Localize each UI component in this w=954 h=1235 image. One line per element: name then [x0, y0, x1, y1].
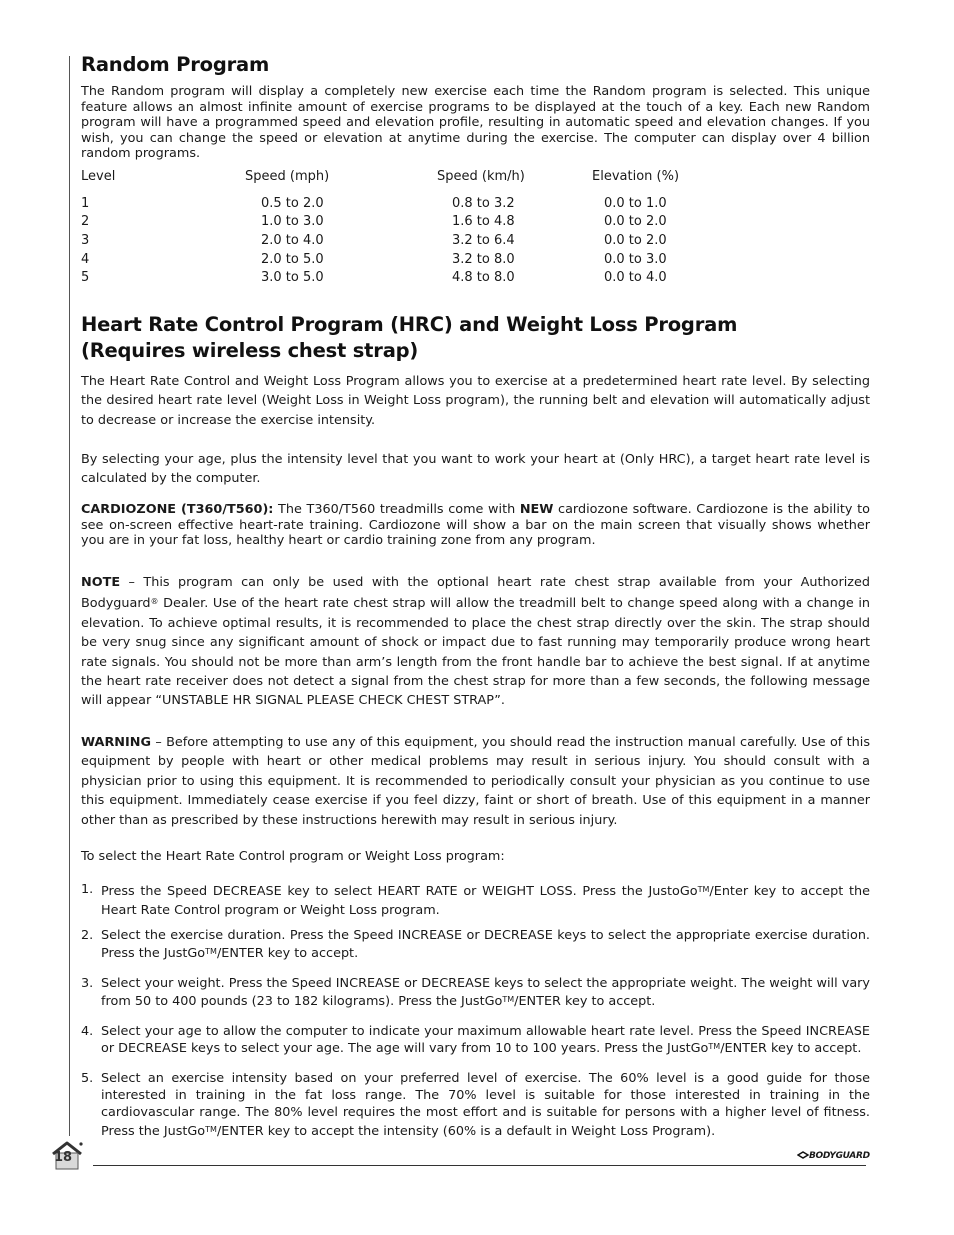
brand-mark-icon	[797, 1151, 809, 1159]
note-paragraph	[81, 573, 870, 711]
footer-rule	[93, 1165, 866, 1166]
table-header-level: Level	[81, 168, 116, 184]
level-cell: 1	[81, 195, 90, 211]
step-text-b: /ENTER key to accept.	[514, 993, 656, 1009]
table-row	[81, 231, 712, 250]
warning-label: WARNING	[81, 735, 151, 750]
step-text-a: Press the Speed DECREASE key to select HEART RATE or WEIGHT LOSS. Press the JustoGo	[101, 884, 698, 899]
left-margin-rule	[69, 56, 70, 1136]
list-item	[81, 1071, 870, 1140]
speed-kmh-cell: 1.6 to 4.8	[452, 214, 515, 230]
cardiozone-new-label: NEW	[519, 502, 554, 517]
trademark-mark: TM	[697, 885, 710, 894]
elevation-cell: 0.0 to 2.0	[604, 232, 667, 248]
cardiozone-text-a: The T360/T560 treadmills come with	[273, 502, 520, 517]
level-cell: 3	[81, 232, 90, 248]
speed-mph-cell: 0.5 to 2.0	[261, 195, 324, 211]
cardiozone-text-b: cardiozone software. Cardiozone is the ability to see on-screen effective heart-rate training. Cardiozone will show a bar on the main screen that visually shows whether you are in your fat loss, healthy heart or cardio training zone from any program.	[81, 502, 870, 549]
table-row	[81, 194, 712, 213]
table-row	[81, 250, 712, 269]
level-cell: 4	[81, 251, 90, 267]
elevation-cell: 0.0 to 4.0	[604, 270, 667, 286]
table-row	[81, 268, 712, 287]
speed-mph-cell: 1.0 to 3.0	[261, 214, 324, 230]
step-text-b: /Enter key to accept the Heart Rate Control program or Weight Loss program.	[101, 884, 871, 919]
warning-paragraph	[81, 733, 870, 830]
brand-name: BODYGUARD	[809, 1151, 870, 1161]
note-text-b: Dealer. Use of the heart rate chest strap will allow the treadmill belt to change speed along with a change in elevation. To achieve optimal results, it is recommended to place the chest strap directly over the skin. The strap should be very snug since any significant amount of shock or impact due to fast running may temporarily produce wrong heart rate signals. You should not be more than arm’s length from the front handle bar to achieve the best signal. If at anytime the heart rate receiver does not detect a signal from the chest strap for more than a few seconds, the following message will appear “UNSTABLE HR SIGNAL PLEASE CHECK CHEST STRAP”.	[81, 596, 870, 709]
step-number: 2.	[81, 928, 94, 944]
speed-kmh-cell: 4.8 to 8.0	[452, 270, 515, 286]
level-cell: 2	[81, 214, 90, 230]
table-header-speed-mph: Speed (mph)	[245, 168, 330, 184]
table-header-row	[81, 166, 712, 186]
trademark-mark: TM	[205, 947, 217, 957]
random-level-table	[81, 166, 712, 287]
trademark-mark: TM	[205, 1124, 217, 1134]
level-cell: 5	[81, 270, 90, 286]
step-text-b: /ENTER key to accept.	[216, 946, 359, 962]
step-number: 5.	[81, 1071, 94, 1087]
step-text-b: /ENTER key to accept the intensity (60% is a default in Weight Loss Program).	[216, 1123, 716, 1139]
speed-kmh-cell: 3.2 to 8.0	[452, 251, 515, 267]
table-row	[81, 213, 712, 232]
elevation-cell: 0.0 to 2.0	[604, 214, 667, 230]
list-item	[81, 880, 870, 920]
step-text-a: Select an exercise intensity based on your preferred level of exercise. The 60% level is a good guide for those interested in training in the fat loss range. The 70% level is suitable for those interested in training in the cardiovascular range. The 80% level requires the most effort and is suitable for persons with a higher level of fitness. Press the JustGo	[101, 1071, 870, 1139]
warning-text: – Before attempting to use any of this equipment, you should read the instruction manual carefully. Use of this equipment by people with heart or other medical problems may result in serious injury. You should consult with a physician prior to using this equipment. It is recommended to periodically consult your physician as you continue to use this equipment. Immediately cease exercise if you feel dizzy, faint or short of breath. Use of this equipment in a manner other than as prescribed by these instructions herewith may result in serious injury.	[81, 735, 870, 828]
list-item	[81, 1024, 870, 1058]
elevation-cell: 0.0 to 3.0	[604, 251, 667, 267]
step-number: 3.	[81, 976, 94, 991]
hrc-title-line1: Heart Rate Control Program (HRC) and Weight Loss Program	[81, 313, 738, 336]
trademark-mark: TM	[502, 994, 515, 1004]
registered-mark: ®	[150, 597, 159, 607]
brand-logo	[797, 1151, 870, 1161]
table-header-speed-kmh: Speed (km/h)	[437, 168, 525, 184]
speed-mph-cell: 3.0 to 5.0	[261, 270, 324, 286]
list-item	[81, 928, 870, 962]
section-title-hrc	[81, 312, 737, 364]
table-header-elevation: Elevation (%)	[592, 168, 680, 184]
step-text-a: Select your weight. Press the Speed INCREASE or DECREASE keys to select the appropriate weight. The weight will vary from 50 to 400 pounds (23 to 182 kilograms). Press the JustGo	[101, 976, 870, 1009]
steps-list	[81, 880, 870, 1140]
elevation-cell: 0.0 to 1.0	[604, 195, 667, 211]
speed-kmh-cell: 3.2 to 6.4	[452, 232, 515, 248]
page-number: 18	[54, 1150, 73, 1165]
hrc-title-line2: (Requires wireless chest strap)	[81, 339, 419, 362]
hrc-paragraph-1: The Heart Rate Control and Weight Loss Program allows you to exercise at a predetermined heart rate level. By selecting the desired heart rate level (Weight Loss in Weight Loss program), the running belt and elevation will automatically adjust to decrease or increase the exercise intensity.	[81, 374, 870, 428]
trademark-mark: TM	[708, 1042, 721, 1052]
random-intro-paragraph: The Random program will display a completely new exercise each time the Random program is selected. This unique feature allows an almost infinite amount of exercise programs to be displayed at the touch of a key. Each new Random program will have a programmed speed and elevation profile, resulting in automatic speed and elevation changes. If you wish, you can change the speed or elevation at anytime during the exercise. The computer can display over 4 billion random programs.	[81, 84, 870, 162]
list-item	[81, 976, 870, 1010]
note-text-a: – This program can only be used with the optional heart rate chest strap available from your Authorized Bodyguard	[81, 575, 870, 612]
step-number: 1.	[81, 882, 94, 897]
step-text-b: /ENTER key to accept.	[720, 1041, 862, 1057]
hrc-paragraph-2: By selecting your age, plus the intensity level that you want to work your heart at (Only HRC), a target heart rate level is calculated by the computer.	[81, 452, 870, 487]
cardiozone-paragraph	[81, 502, 870, 549]
step-number: 4.	[81, 1023, 94, 1039]
cardiozone-label: CARDIOZONE (T360/T560):	[81, 502, 274, 517]
step-text-a: Select the exercise duration. Press the Speed INCREASE or DECREASE keys to select the appropriate exercise duration. Press the JustGo	[101, 928, 870, 962]
step-text-a: Select your age to allow the computer to indicate your maximum allowable heart rate level. Press the Speed INCREASE or DECREASE keys to select your age. The age will vary from 10 to 100 years. Press the JustGo	[101, 1023, 870, 1057]
note-label: NOTE	[81, 575, 121, 590]
section-title-random: Random Program	[81, 53, 270, 76]
select-intro: To select the Heart Rate Control program or Weight Loss program:	[81, 849, 505, 864]
speed-kmh-cell: 0.8 to 3.2	[452, 195, 515, 211]
speed-mph-cell: 2.0 to 5.0	[261, 251, 324, 267]
speed-mph-cell: 2.0 to 4.0	[261, 232, 324, 248]
